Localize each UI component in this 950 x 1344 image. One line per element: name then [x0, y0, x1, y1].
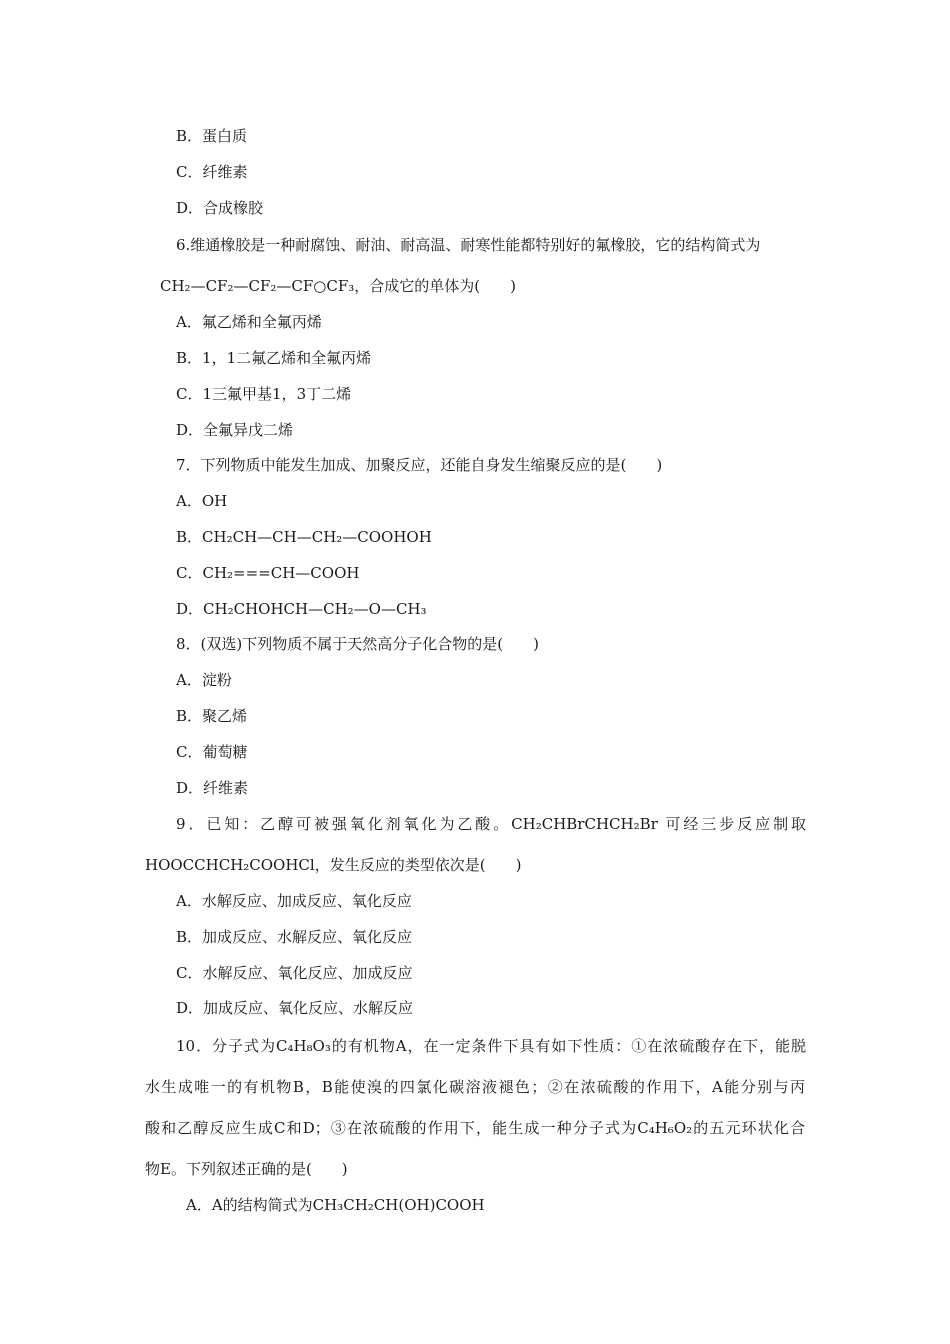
q9-option-c: C．水解反应、氧化反应、加成反应	[176, 964, 413, 982]
q7-option-c: C．CH₂===CH—COOH	[176, 564, 360, 582]
q9-option-d: D．加成反应、氧化反应、水解反应	[176, 999, 414, 1017]
q9-option-b: B．加成反应、水解反应、氧化反应	[176, 928, 413, 946]
q6-option-c: C．1三氟甲基1，3丁二烯	[176, 385, 352, 403]
q8-option-b: B．聚乙烯	[176, 707, 248, 725]
q9-stem-line1: 9．已知：乙醇可被强氧化剂氧化为乙酸。CH₂CHBrCHCH₂Br 可经三步反应制取	[176, 815, 806, 833]
q10-option-a: A．A的结构简式为CH₃CH₂CH(OH)COOH	[186, 1196, 485, 1214]
q10-stem-line1: 10．分子式为C₄H₈O₃的有机物A，在一定条件下具有如下性质：①在浓硫酸存在下，能脱	[176, 1037, 806, 1055]
q6-option-d: D．全氟异戊二烯	[176, 421, 294, 439]
q9-stem-line2: HOOCCHCH₂COOHCl，发生反应的类型依次是( )	[145, 856, 522, 874]
q8-option-a: A．淀粉	[176, 671, 232, 689]
q5-option-d: D．合成橡胶	[176, 199, 264, 217]
q7-stem: 7．下列物质中能发生加成、加聚反应，还能自身发生缩聚反应的是( )	[176, 456, 663, 474]
q5-option-c: C．纤维素	[176, 163, 248, 181]
q5-option-b: B．蛋白质	[176, 127, 248, 145]
q6-option-a: A．氟乙烯和全氟丙烯	[176, 313, 322, 331]
q10-stem-line3: 酸和乙醇反应生成C和D；③在浓硫酸的作用下，能生成一种分子式为C₄H₆O₂的五元环状化合	[145, 1119, 805, 1137]
q6-formula-line: CH₂—CF₂—CF₂—CF○CF₃，合成它的单体为( )	[160, 277, 516, 295]
q10-stem-line2: 水生成唯一的有机物B，B能使溴的四氯化碳溶液褪色；②在浓硫酸的作用下，A能分别与丙	[145, 1078, 805, 1096]
q7-option-b: B．CH₂CH—CH—CH₂—COOHOH	[176, 528, 432, 546]
q7-option-d: D．CH₂CHOHCH—CH₂—O—CH₃	[176, 600, 427, 618]
q6-option-b: B．1，1二氟乙烯和全氟丙烯	[176, 349, 372, 367]
q9-option-a: A．水解反应、加成反应、氧化反应	[176, 892, 412, 910]
q6-stem: 6.维通橡胶是一种耐腐蚀、耐油、耐高温、耐寒性能都特别好的氟橡胶，它的结构简式为	[176, 236, 761, 254]
q8-option-c: C．葡萄糖	[176, 743, 248, 761]
q8-option-d: D．纤维素	[176, 779, 249, 797]
q7-option-a: A．OH	[176, 492, 228, 510]
q10-stem-line4: 物E。下列叙述正确的是( )	[145, 1160, 348, 1178]
q8-stem: 8．(双选)下列物质不属于天然高分子化合物的是( )	[176, 635, 539, 653]
